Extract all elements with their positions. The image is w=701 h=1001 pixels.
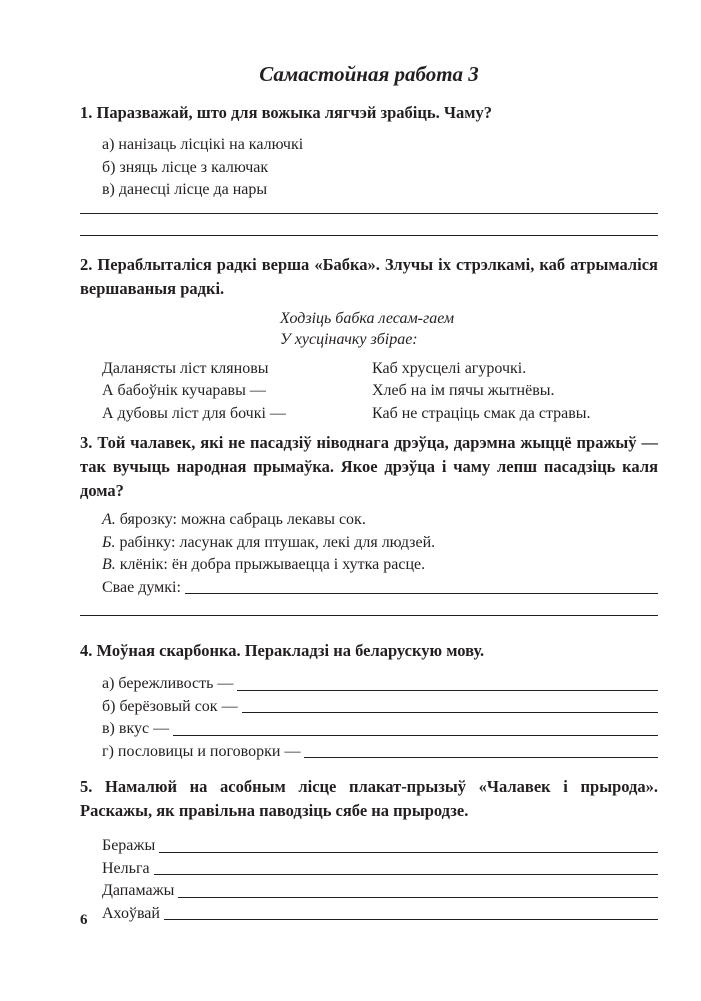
question-3: 3. Той чалавек, які не пасадзіў ніводнага дрэўца, дарэмна жыццё пражыў — так вучыць народная прымаўка. Якое дрэўца і чаму лепш пасадзіць каля дома? (80, 433, 658, 500)
answer-line[interactable] (237, 690, 658, 691)
matching-columns (80, 358, 658, 426)
option-letter: Б. (102, 533, 116, 551)
item-label: б) берёзовый сок — (102, 697, 238, 715)
own-thoughts-label: Свае думкі: (102, 578, 181, 596)
q3-option-b (80, 532, 658, 555)
left-column (102, 358, 372, 426)
page-title: Самастойная работа 3 (259, 62, 479, 86)
option-text: клёнік: ён добра прыжываецца і хутка расце. (115, 556, 426, 573)
poster-item (80, 880, 658, 903)
answer-line[interactable] (164, 919, 658, 920)
question-1: 1. Паразважай, што для вожыка лягчэй зрабіць. Чаму? (80, 103, 492, 122)
answer-line[interactable] (304, 757, 658, 758)
item-label: в) вкус — (102, 720, 170, 737)
translation-item (80, 696, 658, 719)
left-line[interactable]: Даланясты ліст кляновы (102, 359, 269, 377)
answer-line[interactable] (173, 735, 658, 736)
poem-line-1: Ходзіць бабка лесам-гаем (280, 309, 455, 327)
item-label: Ахоўвай (102, 904, 160, 922)
translation-item (80, 718, 658, 741)
item-label: Беражы (102, 837, 156, 854)
poster-item (80, 903, 658, 926)
option-letter: А. (102, 511, 116, 528)
question-2: 2. Пераблыталіся радкі верша «Бабка». Злучы іх стрэлкамі, каб атрымаліся вершаваныя радкі. (80, 254, 658, 298)
translation-item (80, 741, 658, 764)
item-label: а) бережливость — (102, 675, 234, 692)
own-thoughts-field (80, 577, 658, 600)
q3-option-c (80, 554, 658, 577)
option-text: рабінку: ласунак для птушак, лекі для людзей. (115, 533, 436, 551)
q1-option-a: а) нанізаць лісцікі на калючкі (102, 136, 304, 153)
item-label: г) пословицы и поговорки — (102, 742, 301, 760)
answer-line[interactable] (185, 593, 658, 594)
q1-option-c: в) данесці лісце да нары (102, 181, 268, 198)
item-label: Дапамажы (102, 882, 175, 899)
poster-item (80, 858, 658, 881)
q1-option-b: б) зняць лісце з калючак (102, 158, 269, 176)
question-5: 5. Намалюй на асобным лісце плакат-прызыў «Чалавек і прырода». Раскажы, як правільна паводзіць сябе на прыродзе. (80, 777, 658, 820)
answer-line[interactable] (159, 852, 658, 853)
right-line[interactable]: Каб хрусцелі агурочкі. (372, 359, 527, 377)
answer-line[interactable] (80, 213, 658, 214)
right-line[interactable]: Каб не страціць смак да стравы. (372, 404, 591, 422)
answer-line[interactable] (154, 874, 658, 875)
left-line[interactable]: А бабоўнік кучаравы — (102, 382, 266, 399)
left-line[interactable]: А дубовы ліст для бочкі — (102, 404, 286, 422)
item-label: Нельга (102, 859, 150, 877)
answer-line[interactable] (242, 712, 658, 713)
poster-item (80, 835, 658, 858)
question-4: 4. Моўная скарбонка. Перакладзі на беларускую мову. (80, 641, 485, 660)
answer-line[interactable] (178, 897, 658, 898)
page-number: 6 (80, 912, 88, 928)
translation-item (80, 673, 658, 696)
option-letter: В. (102, 556, 116, 573)
poem-line-2: У хусціначку збірае: (280, 330, 418, 348)
right-column (372, 358, 658, 426)
right-line[interactable]: Хлеб на ім пячы жытнёвы. (372, 382, 555, 399)
option-text: бярозку: можна сабраць лекавы сок. (115, 511, 366, 528)
worksheet-page (80, 62, 658, 925)
q3-option-a (80, 509, 658, 532)
